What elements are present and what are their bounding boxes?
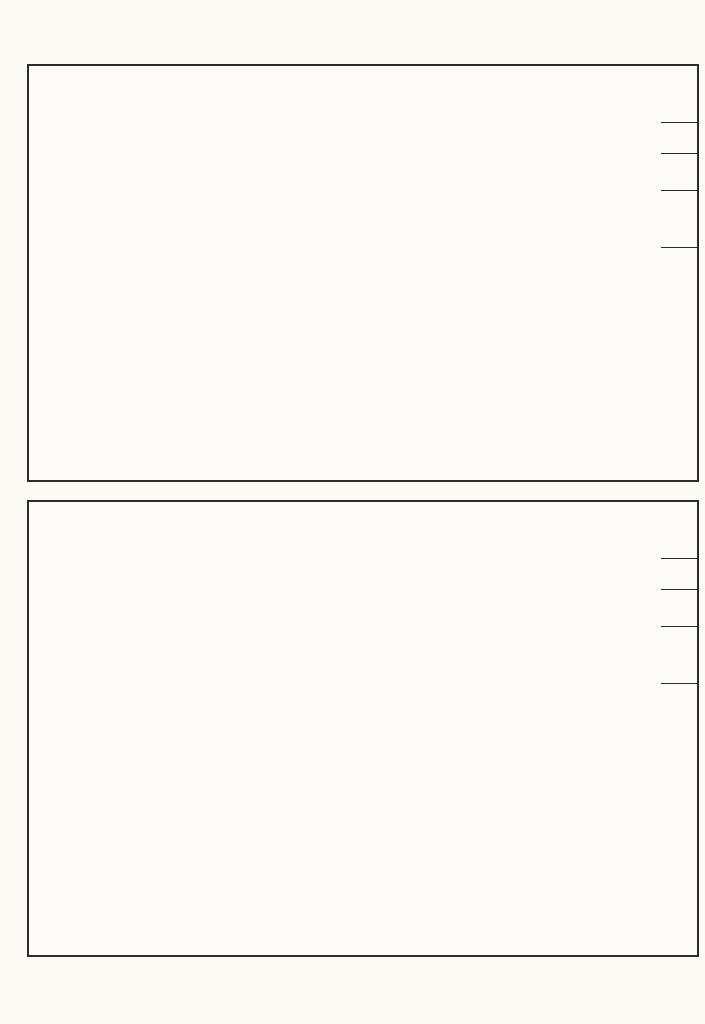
header-age-cell [661, 154, 697, 191]
roster-table-bottom [27, 500, 699, 957]
roster-table-top [27, 64, 699, 482]
header-native-cell [661, 627, 697, 684]
header-address-cell [661, 248, 697, 480]
header-address-cell [661, 684, 697, 955]
header-native-cell [661, 191, 697, 248]
header-alias-cell [661, 559, 697, 590]
header-name-cell [661, 502, 697, 559]
column-headers [661, 66, 697, 480]
header-alias-cell [661, 123, 697, 154]
header-name-cell [661, 66, 697, 123]
header-age-cell [661, 590, 697, 627]
column-headers [661, 502, 697, 955]
